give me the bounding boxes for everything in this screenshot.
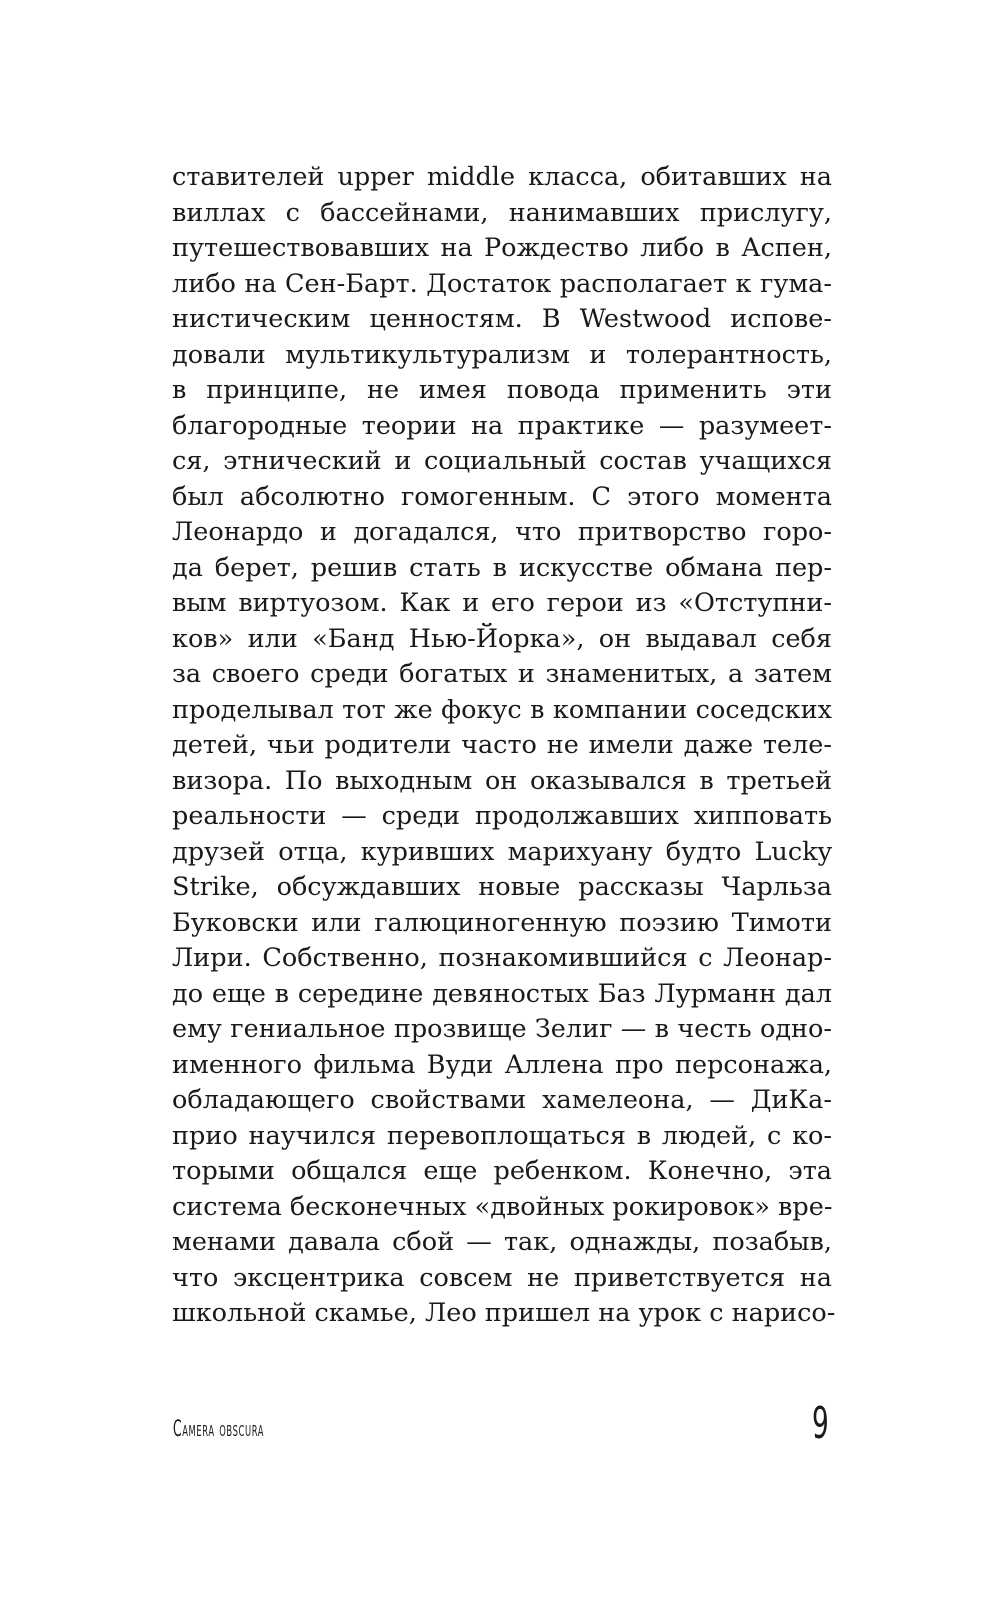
text-line: Strike, обсуждавших новые рассказы Чарльза xyxy=(172,872,832,902)
body-text xyxy=(172,160,836,1332)
text-line: именного фильма Вуди Аллена про персонажа, xyxy=(172,1049,832,1080)
text-line: ставителей upper middle класса, обитавших на xyxy=(172,162,832,192)
text-line: Леонардо и догадался, что притворство горо- xyxy=(172,517,832,547)
text-line: друзей отца, куривших марихуану будто Lucky xyxy=(172,836,832,867)
text-line: нистическим ценностям. В Westwood испове- xyxy=(172,304,832,334)
text-line: за своего среди богатых и знаменитых, а затем xyxy=(172,659,832,689)
running-title: Camera obscura xyxy=(173,1417,265,1442)
text-line: менами давала сбой — так, однажды, позабыв, xyxy=(172,1227,832,1257)
text-line: довали мультикультурализм и толерантность, xyxy=(172,339,832,370)
text-line: был абсолютно гомогенным. С этого момента xyxy=(172,481,832,512)
text-line: что эксцентрика совсем не приветствуется на xyxy=(172,1262,832,1293)
text-line: торыми общался еще ребенком. Конечно, эта xyxy=(172,1156,832,1186)
text-line: Лири. Собственно, познакомившийся с Леонар- xyxy=(172,943,832,973)
text-line: обладающего свойствами хамелеона, — ДиКа- xyxy=(172,1085,832,1115)
text-line: благородные теории на практике — разумеет- xyxy=(172,410,832,441)
page-number: 9 xyxy=(812,1398,829,1449)
text-line: Буковски или галюциногенную поэзию Тимоти xyxy=(172,907,832,938)
text-line: виллах с бассейнами, нанимавших прислугу, xyxy=(172,197,832,228)
text-line: либо на Сен-Барт. Достаток располагает к гума- xyxy=(172,268,832,299)
text-line: проделывал тот же фокус в компании соседских xyxy=(172,694,832,725)
text-line: школьной скамье, Лео пришел на урок с нарисо- xyxy=(172,1298,836,1328)
text-line: ков» или «Банд Нью-Йорка», он выдавал себя xyxy=(172,623,832,654)
text-line: прио научился перевоплощаться в людей, с ко- xyxy=(172,1120,832,1151)
text-line: реальности — среди продолжавших хипповать xyxy=(172,801,832,831)
text-line: детей, чьи родители часто не имели даже теле- xyxy=(172,730,832,760)
text-line: путешествовавших на Рождество либо в Аспен, xyxy=(172,233,832,263)
text-line: визора. По выходным он оказывался в третьей xyxy=(172,765,832,796)
text-line: система бесконечных «двойных рокировок» вре- xyxy=(172,1191,833,1222)
text-line: ему гениальное прозвище Зелиг — в честь одно- xyxy=(172,1014,832,1044)
text-line: вым виртуозом. Как и его герои из «Отступни- xyxy=(172,588,832,618)
text-line: да берет, решив стать в искусстве обмана пер- xyxy=(172,552,832,583)
text-line: в принципе, не имея повода применить эти xyxy=(172,375,832,405)
text-line: до еще в середине девяностых Баз Лурманн дал xyxy=(172,978,832,1009)
text-line: ся, этнический и социальный состав учащихся xyxy=(172,446,832,476)
